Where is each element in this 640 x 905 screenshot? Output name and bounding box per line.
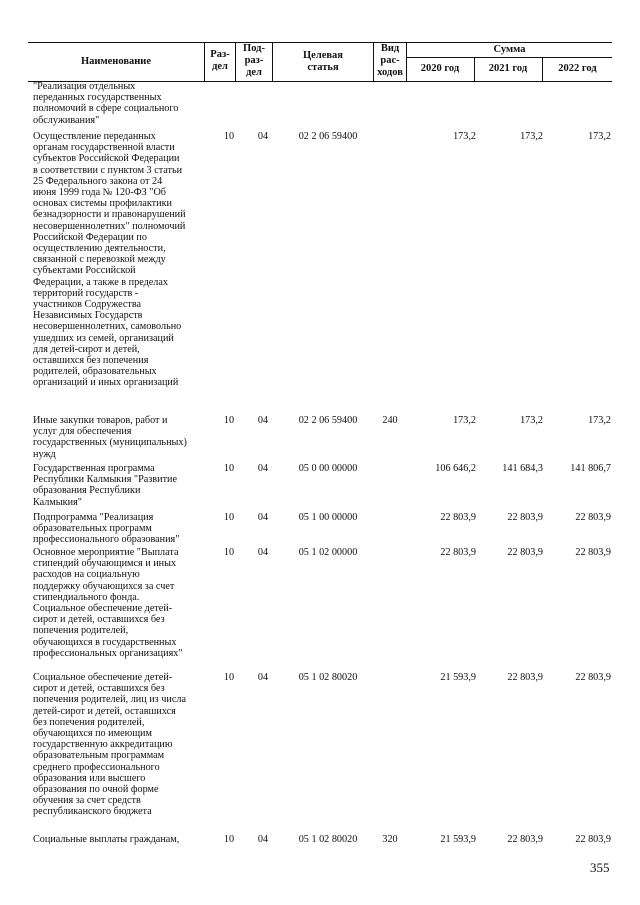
row-subsection: 04 [257, 463, 269, 474]
row-2020: 173,2 [453, 131, 476, 142]
row-section: 10 [223, 547, 235, 558]
row-subsection: 04 [257, 547, 269, 558]
header-name: Наименование [81, 56, 151, 67]
page-number: 355 [590, 860, 610, 875]
row-2022: 173,2 [588, 415, 611, 426]
header-2022: 2022 год [558, 63, 597, 74]
header-type: Вид рас- ходов [377, 43, 403, 78]
row-2022: 22 803,9 [575, 834, 611, 845]
row-target: 02 2 06 59400 [298, 415, 358, 426]
row-2021: 22 803,9 [507, 512, 543, 523]
header-sum: Сумма [493, 44, 526, 55]
row-2021: 22 803,9 [507, 672, 543, 683]
row-subsection: 04 [257, 131, 269, 142]
row-2021: 173,2 [520, 131, 543, 142]
row-2022: 22 803,9 [575, 512, 611, 523]
row-name: Основное мероприятие "Выплата стипендий обучающимся и иных расходов на социальную поддержку обучающихся за счет стипендиального фонда. Социальное обеспечение детей- сирот и детей, оставшихся без попечения родителей, обучающихся в государственных профессиональных организациях" [33, 547, 183, 659]
row-target: 05 0 00 00000 [298, 463, 358, 474]
row-type: 320 [382, 834, 398, 845]
row-type: 240 [382, 415, 398, 426]
row-2020: 173,2 [453, 415, 476, 426]
row-subsection: 04 [257, 834, 269, 845]
row-subsection: 04 [257, 512, 269, 523]
row-name: Осуществление переданных органам государственной власти субъектов Российской Федерации в соответствии с пунктом 3 статьи 25 Федерального закона от 24 июня 1999 года № 120-ФЗ "Об основах системы профилактики безнадзорности и правонарушений несовершеннолетних" полномочий Российской Федерации по осуществлению деятельности, связанной с перевозкой между субъектами Российской Федерации, а также в пределах территорий государств - участников Содружества Независимых Государств несовершеннолетних, самовольно ушедших из семей, организаций для детей-сирот и детей, оставшихся без попечения родителей, образовательных организаций и иных организаций [33, 131, 186, 389]
row-target: 05 1 00 00000 [298, 512, 358, 523]
row-2020: 21 593,9 [440, 834, 476, 845]
header-2020: 2020 год [420, 63, 460, 74]
row-target: 05 1 02 00000 [298, 547, 358, 558]
row-target: 02 2 06 59400 [298, 131, 358, 142]
row-2020: 106 646,2 [435, 463, 476, 474]
row-subsection: 04 [257, 672, 269, 683]
row-name: Подпрограмма "Реализация образовательных программ профессионального образования" [33, 512, 180, 546]
row-section: 10 [223, 463, 235, 474]
row-name: Иные закупки товаров, работ и услуг для обеспечения государственных (муниципальных) нужд [33, 415, 187, 460]
row-target: 05 1 02 80020 [298, 672, 358, 683]
row-2021: 141 684,3 [502, 463, 543, 474]
row-section: 10 [223, 672, 235, 683]
row-section: 10 [223, 512, 235, 523]
row-section: 10 [223, 131, 235, 142]
row-2022: 173,2 [588, 131, 611, 142]
row-2021: 173,2 [520, 415, 543, 426]
header-section: Раз- дел [210, 49, 230, 72]
row-name: Социальные выплаты гражданам, [33, 834, 180, 845]
row-name: "Реализация отдельных переданных государственных полномочий в сфере социального обслуживания" [33, 81, 179, 126]
row-target: 05 1 02 80020 [298, 834, 358, 845]
table-header [28, 42, 612, 82]
row-2022: 141 806,7 [570, 463, 611, 474]
header-subsection: Под- раз- дел [243, 43, 265, 78]
row-2021: 22 803,9 [507, 547, 543, 558]
row-name: Социальное обеспечение детей- сирот и детей, оставшихся без попечения родителей, лиц из числа детей-сирот и детей, оставшихся без попечения родителей, обучающихся по имеющим государственную аккредитацию образовательным программам среднего профессионального образования или высшего образования по очной форме обучения за счет средств республиканского бюджета [33, 672, 186, 818]
row-2022: 22 803,9 [575, 547, 611, 558]
row-name: Государственная программа Республики Калмыкия "Развитие образования Республики Калмыкия" [33, 463, 177, 508]
header-target: Целевая статья [303, 50, 343, 73]
row-subsection: 04 [257, 415, 269, 426]
row-2021: 22 803,9 [507, 834, 543, 845]
row-2022: 22 803,9 [575, 672, 611, 683]
row-2020: 21 593,9 [440, 672, 476, 683]
row-section: 10 [223, 834, 235, 845]
row-2020: 22 803,9 [440, 512, 476, 523]
header-2021: 2021 год [488, 63, 528, 74]
row-section: 10 [223, 415, 235, 426]
row-2020: 22 803,9 [440, 547, 476, 558]
